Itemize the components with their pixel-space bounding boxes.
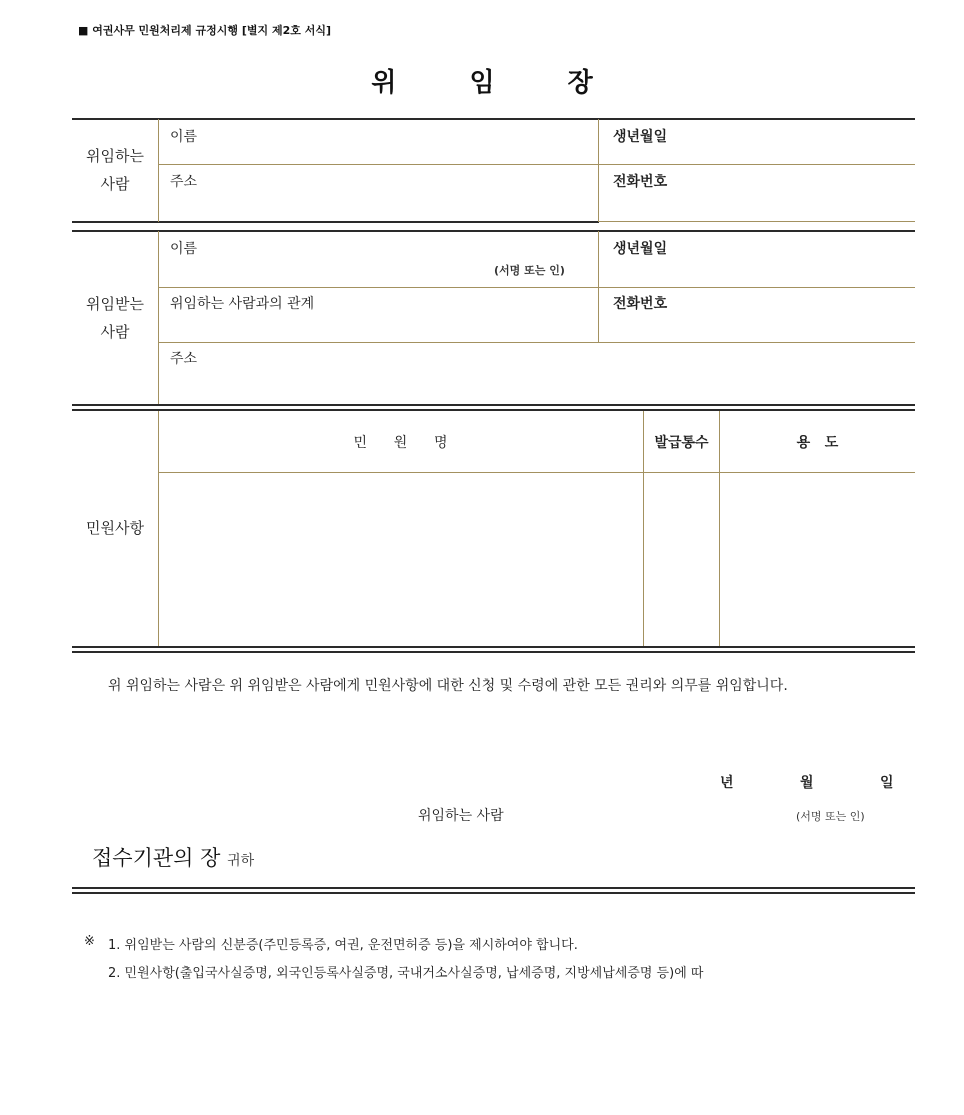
petition-use-header: 용 도 xyxy=(796,435,839,451)
delegation-statement: 위 위임하는 사람은 위 위임받은 사람에게 민원사항에 대한 신청 및 수령에 관한 모든 권리와 의무를 위임합니다. xyxy=(108,678,788,694)
title-char: 장 xyxy=(567,68,593,98)
petition-count-header: 발급통수 xyxy=(654,435,709,451)
delegator-birth-field[interactable]: 생년월일 xyxy=(613,129,668,145)
bottom-rule xyxy=(72,887,915,894)
date-day: 일 xyxy=(880,775,894,791)
delegator-phone-field[interactable]: 전화번호 xyxy=(613,174,668,190)
delegate-phone-field[interactable]: 전화번호 xyxy=(613,296,668,312)
form-header-note: ■ 여권사무 민원처리제 규정시행 [별지 제2호 서식] xyxy=(78,24,331,37)
petition-count-cell[interactable] xyxy=(644,473,719,646)
petition-name-cell[interactable] xyxy=(159,473,643,646)
note-item-2: 2. 민원사항(출입국사실증명, 외국인등록사실증명, 국내거소사실증명, 납세증명, 지방세납세증명 등)에 따 xyxy=(108,966,704,981)
petition-section-label: 민원사항 xyxy=(86,519,144,537)
delegator-name-field[interactable]: 이름 xyxy=(170,129,198,145)
note-item-1: 1. 위임받는 사람의 신분증(주민등록증, 여권, 운전면허증 등)을 제시하여야 합니다. xyxy=(108,938,578,953)
delegate-relation-field[interactable]: 위임하는 사람과의 관계 xyxy=(170,296,315,312)
date-year: 년 xyxy=(720,775,734,791)
title-char: 임 xyxy=(469,68,495,98)
delegate-address-field[interactable]: 주소 xyxy=(170,351,198,367)
signer-sign-note: (서명 또는 인) xyxy=(796,810,865,823)
delegate-birth-field[interactable]: 생년월일 xyxy=(613,241,668,257)
date-month: 월 xyxy=(800,775,814,791)
delegate-section-label: 위임받는 사람 xyxy=(86,295,144,341)
delegate-name-field[interactable]: 이름 xyxy=(170,241,198,257)
page-title xyxy=(0,62,964,99)
petition-use-cell[interactable] xyxy=(720,473,915,646)
delegator-section-label: 위임하는 사람 xyxy=(86,147,144,193)
title-char: 위 xyxy=(371,68,397,98)
recipient-suffix: 귀하 xyxy=(227,853,255,869)
note-mark: ※ xyxy=(84,934,95,949)
recipient xyxy=(92,842,254,872)
delegator-address-field[interactable]: 주소 xyxy=(170,174,198,190)
delegate-sign-note: (서명 또는 인) xyxy=(494,264,565,277)
petition-name-header: 민 원 명 xyxy=(353,435,448,451)
signer-label: 위임하는 사람 xyxy=(418,808,504,824)
recipient-name: 접수기관의 장 xyxy=(92,846,221,870)
